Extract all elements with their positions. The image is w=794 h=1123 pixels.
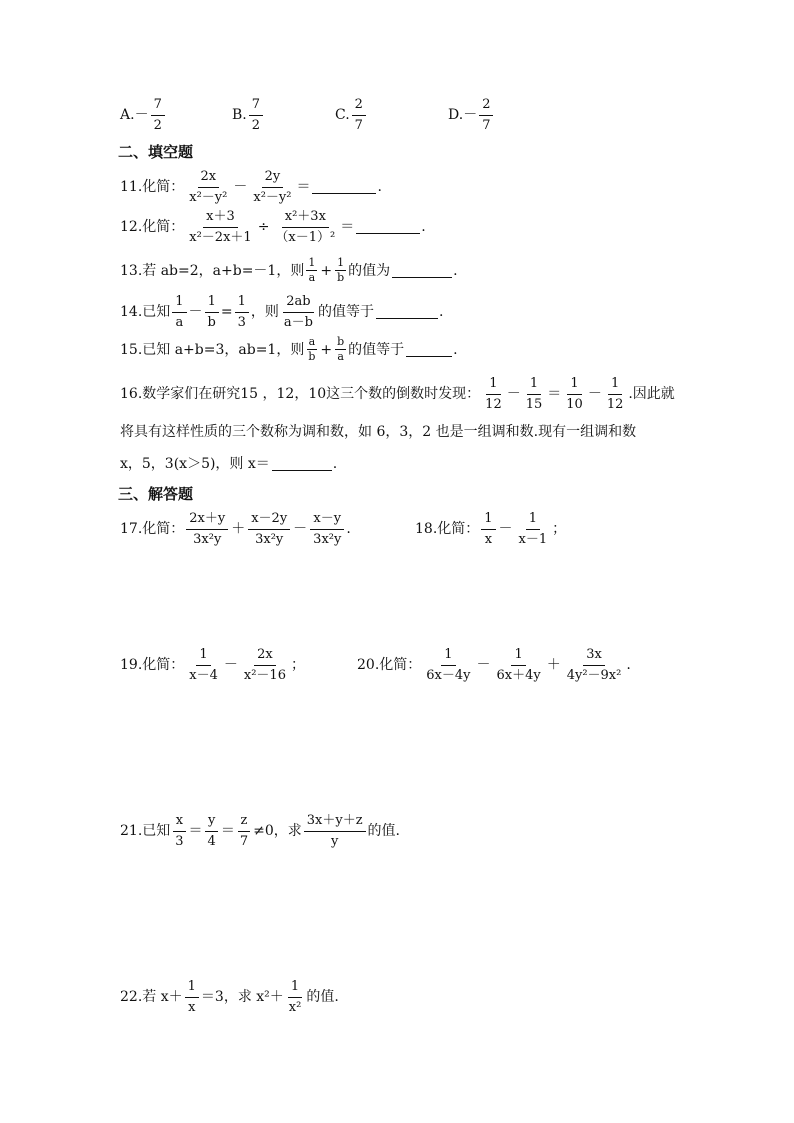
question-16-line-2: 将具有这样性质的三个数称为调和数，如 6，3，2 也是一组调和数.现有一组调和数 <box>120 424 637 440</box>
option-d-fraction: 2 7 <box>479 98 493 132</box>
answer-blank-14[interactable] <box>376 305 438 319</box>
option-c: C. 2 7 <box>335 98 368 132</box>
answer-blank-13[interactable] <box>392 264 452 278</box>
question-15: 15.已知 a+b=3，ab=1，则 a b + $\frac{b}{a}$ 的值等于 . <box>120 335 458 363</box>
question-14: 14.已知 1 a － $\frac{1}{b}$ = $\frac{1}{3}$ ，则 2ab a－b 的值等于 . <box>120 294 444 330</box>
answer-blank-15[interactable] <box>406 343 452 357</box>
question-20: 20.化简： 1 6x－4y － 1 6x＋4y ＋ 3x 4y²－9x² . <box>357 647 631 683</box>
section-title-solve: 三、解答题 <box>118 485 194 503</box>
answer-blank-11[interactable] <box>312 180 376 194</box>
question-18: 18.化简： 1 x － 1 x－1 ； <box>415 511 567 547</box>
option-b: B. 7 2 <box>232 98 265 132</box>
question-11: 11.化简： 2x x²－y² － 2y x²－y² ＝ . <box>120 169 382 205</box>
question-19: 19.化简： 1 x－4 － 2x x²－16 ； <box>120 647 305 683</box>
question-21: 21.已知 x 3 ＝ y 4 ＝ z 7 ≠0，求 3x＋y＋z y 的值. <box>120 813 400 849</box>
answer-blank-12[interactable] <box>356 220 420 234</box>
option-d: D. － 2 7 <box>448 98 495 132</box>
answer-blank-16[interactable] <box>272 457 332 471</box>
option-b-fraction: 7 2 <box>249 98 263 132</box>
question-12: 12.化简： $\frac{x+3}{\text{x²－2x＋1}}$ ÷ $\frac{\text{x²＋3x}}{\text{（x－1）²}}$ ＝ . <box>120 209 426 245</box>
option-c-fraction: 2 7 <box>352 98 366 132</box>
section-title-fill-blank: 二、填空题 <box>118 143 194 161</box>
question-17: 17.化简： 2x＋y 3x²y ＋ x－2y 3x²y － x－y 3x²y . <box>120 511 351 547</box>
question-13: 13.若 ab=2，a+b=－1，则 1 a + $\frac{1}{b}$ 的值为 . <box>120 256 458 284</box>
question-22: 22.若 x＋ 1 x ＝3，求 x²＋ 1 x² 的值. <box>120 979 339 1015</box>
question-16-line-3: x，5，3(x＞5)，则 x＝ . <box>120 456 338 472</box>
option-a: A. － 7 2 <box>120 98 167 132</box>
question-16-line-1: 16.数学家们在研究15 ，12，10这三个数的倒数时发现： 1 12 － 1 15 ＝ 1 10 － 1 12 .因此就 <box>120 376 675 412</box>
option-a-fraction: 7 2 <box>151 98 165 132</box>
